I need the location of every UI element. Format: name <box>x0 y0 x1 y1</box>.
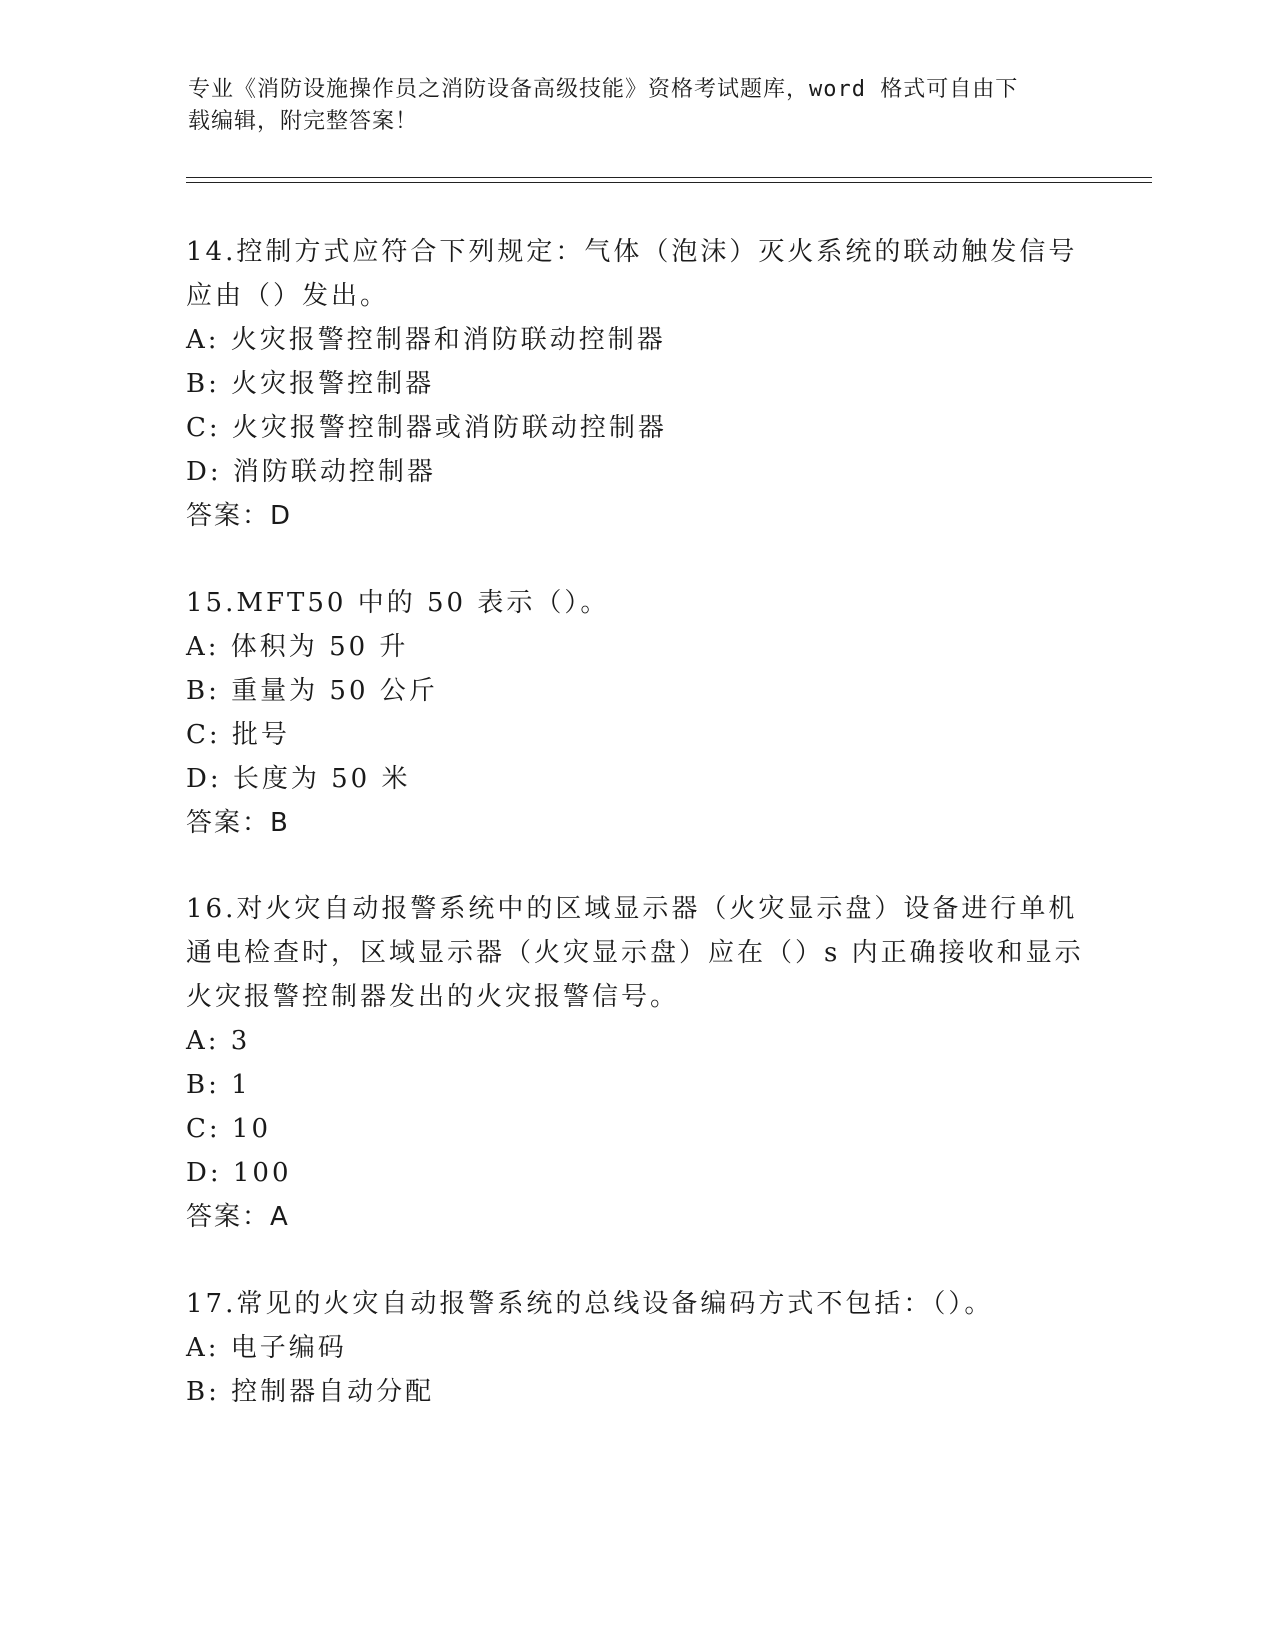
header-line-1: 专业《消防设施操作员之消防设备高级技能》资格考试题库，word 格式可自由下 <box>188 77 1019 102</box>
option-b: B: 火灾报警控制器 <box>186 369 435 399</box>
question-stem-line: 14.控制方式应符合下列规定：气体（泡沫）灭火系统的联动触发信号 <box>186 237 1078 267</box>
answer: 答案：D <box>186 501 293 531</box>
option-b: B: 控制器自动分配 <box>186 1377 435 1407</box>
header-line-2: 载编辑，附完整答案！ <box>188 109 419 134</box>
option-a: A: 电子编码 <box>186 1333 347 1363</box>
answer: 答案：B <box>186 808 290 838</box>
option-a: A: 3 <box>186 1026 251 1056</box>
option-c: C: 10 <box>186 1114 272 1144</box>
option-d: D: 长度为 50 米 <box>186 764 411 794</box>
question-stem-line: 15.MFT50 中的 50 表示（）。 <box>186 588 610 618</box>
question-stem-line: 16.对火灾自动报警系统中的区域显示器（火灾显示盘）设备进行单机 <box>186 894 1078 924</box>
question-stem-line: 17.常见的火灾自动报警系统的总线设备编码方式不包括：（）。 <box>186 1289 994 1319</box>
answer: 答案：A <box>186 1202 290 1232</box>
option-c: C: 批号 <box>186 720 290 750</box>
question-stem-line: 应由（）发出。 <box>186 281 390 311</box>
header-divider-top <box>186 177 1152 178</box>
option-b: B: 重量为 50 公斤 <box>186 676 438 706</box>
option-a: A: 体积为 50 升 <box>186 632 409 662</box>
option-d: D: 消防联动控制器 <box>186 457 436 487</box>
option-c: C: 火灾报警控制器或消防联动控制器 <box>186 413 667 443</box>
question-stem-line: 通电检查时，区域显示器（火灾显示盘）应在（）s 内正确接收和显示 <box>186 938 1084 968</box>
document-header <box>188 74 1068 138</box>
option-a: A: 火灾报警控制器和消防联动控制器 <box>186 325 666 355</box>
option-b: B: 1 <box>186 1070 251 1100</box>
header-divider-bottom <box>186 182 1152 183</box>
option-d: D: 100 <box>186 1158 292 1188</box>
question-stem-line: 火灾报警控制器发出的火灾报警信号。 <box>186 982 680 1012</box>
